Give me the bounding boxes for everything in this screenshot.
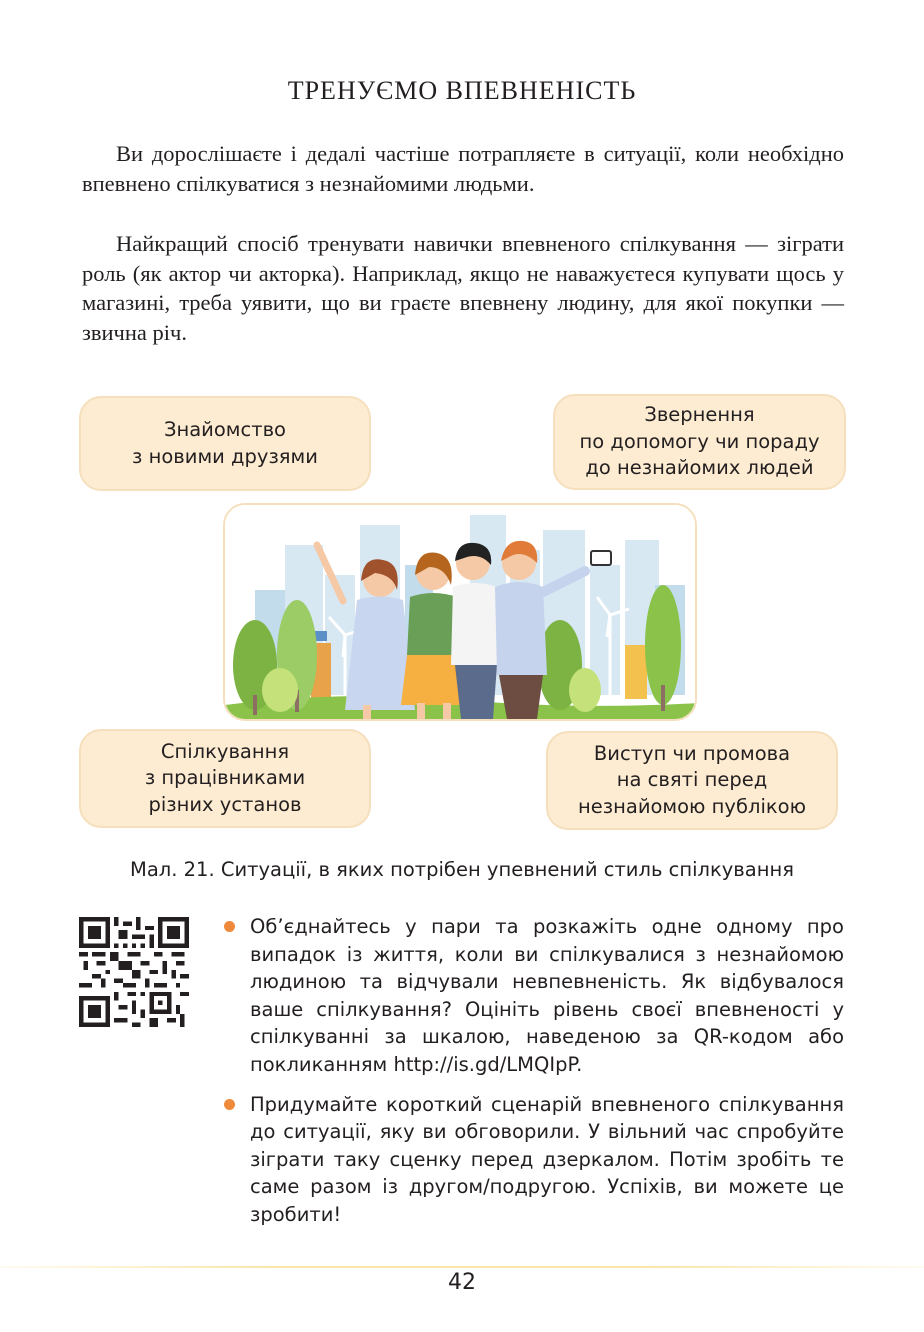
- qr-code[interactable]: [79, 917, 189, 1027]
- task-item-scenario: [222, 1091, 844, 1229]
- task-item-pair-discussion: [222, 913, 844, 1079]
- page-number: 42: [448, 1270, 476, 1295]
- section-title: ТРЕНУЄМО ВПЕВНЕНІСТЬ: [287, 76, 637, 105]
- situation-bubble-asking-help: [553, 394, 846, 490]
- situation-bubble-new-friends: [79, 396, 371, 491]
- situation-text-public-speech: Виступ чи промова на святі перед незнайомою публікою: [578, 741, 806, 818]
- role-play-paragraph: [82, 229, 844, 347]
- bullet-dot-icon: [224, 1099, 235, 1110]
- intro-paragraph: [82, 139, 844, 198]
- task-list: [222, 913, 844, 1241]
- situation-text-institutions: Спілкування з працівниками різних установ: [144, 739, 306, 816]
- situation-text-asking-help: Звернення по допомогу чи пораду до незнайомих людей: [579, 403, 820, 480]
- task-text-scenario: Придумайте короткий сценарій впевненого спілкування до ситуації, яку ви обговорили. У вільний час спробуйте зіграти таку сценку перед дзеркалом. Потім зробіть те саме разом із другом/подругою. Успіхів, ви можете це зробити!: [250, 1092, 844, 1226]
- intro-paragraph-text: Ви дорослішаєте і дедалі частіше потрапляєте в ситуації, коли необхідно впевнено спілкуватися з незнайомими людьми.: [82, 141, 844, 196]
- role-play-paragraph-text: Найкращий спосіб тренувати навички впевненого спілкування — зіграти роль (як актор чи акторка). Наприклад, якщо не наважуєтеся купувати щось у магазині, треба уявити, що ви граєте впевнену людину, для якої покупки — звична річ.: [82, 231, 844, 345]
- situation-text-new-friends: Знайомство з новими друзями: [132, 418, 318, 468]
- friends-selfie-image: [225, 505, 697, 721]
- footer-divider: [0, 1266, 924, 1268]
- bullet-dot-icon: [224, 921, 235, 932]
- situation-bubble-public-speech: [546, 731, 838, 830]
- situation-bubble-institutions: [79, 729, 371, 828]
- figure-caption: Мал. 21. Ситуації, в яких потрібен упевнений стиль спілкування: [130, 858, 794, 881]
- friends-illustration: [223, 503, 697, 721]
- task-text-pair-discussion: Об’єднайтесь у пари та розкажіть одне одному про випадок із життя, коли ви спілкувалися з незнайомою людиною та відчували невпевненість. Як відбувалося ваше спілкування? Оцініть рівень своєї впевненості у спілкуванні за шкалою, наведеною за QR-кодом або покликанням http://is.gd/LMQIpP.: [250, 915, 844, 1076]
